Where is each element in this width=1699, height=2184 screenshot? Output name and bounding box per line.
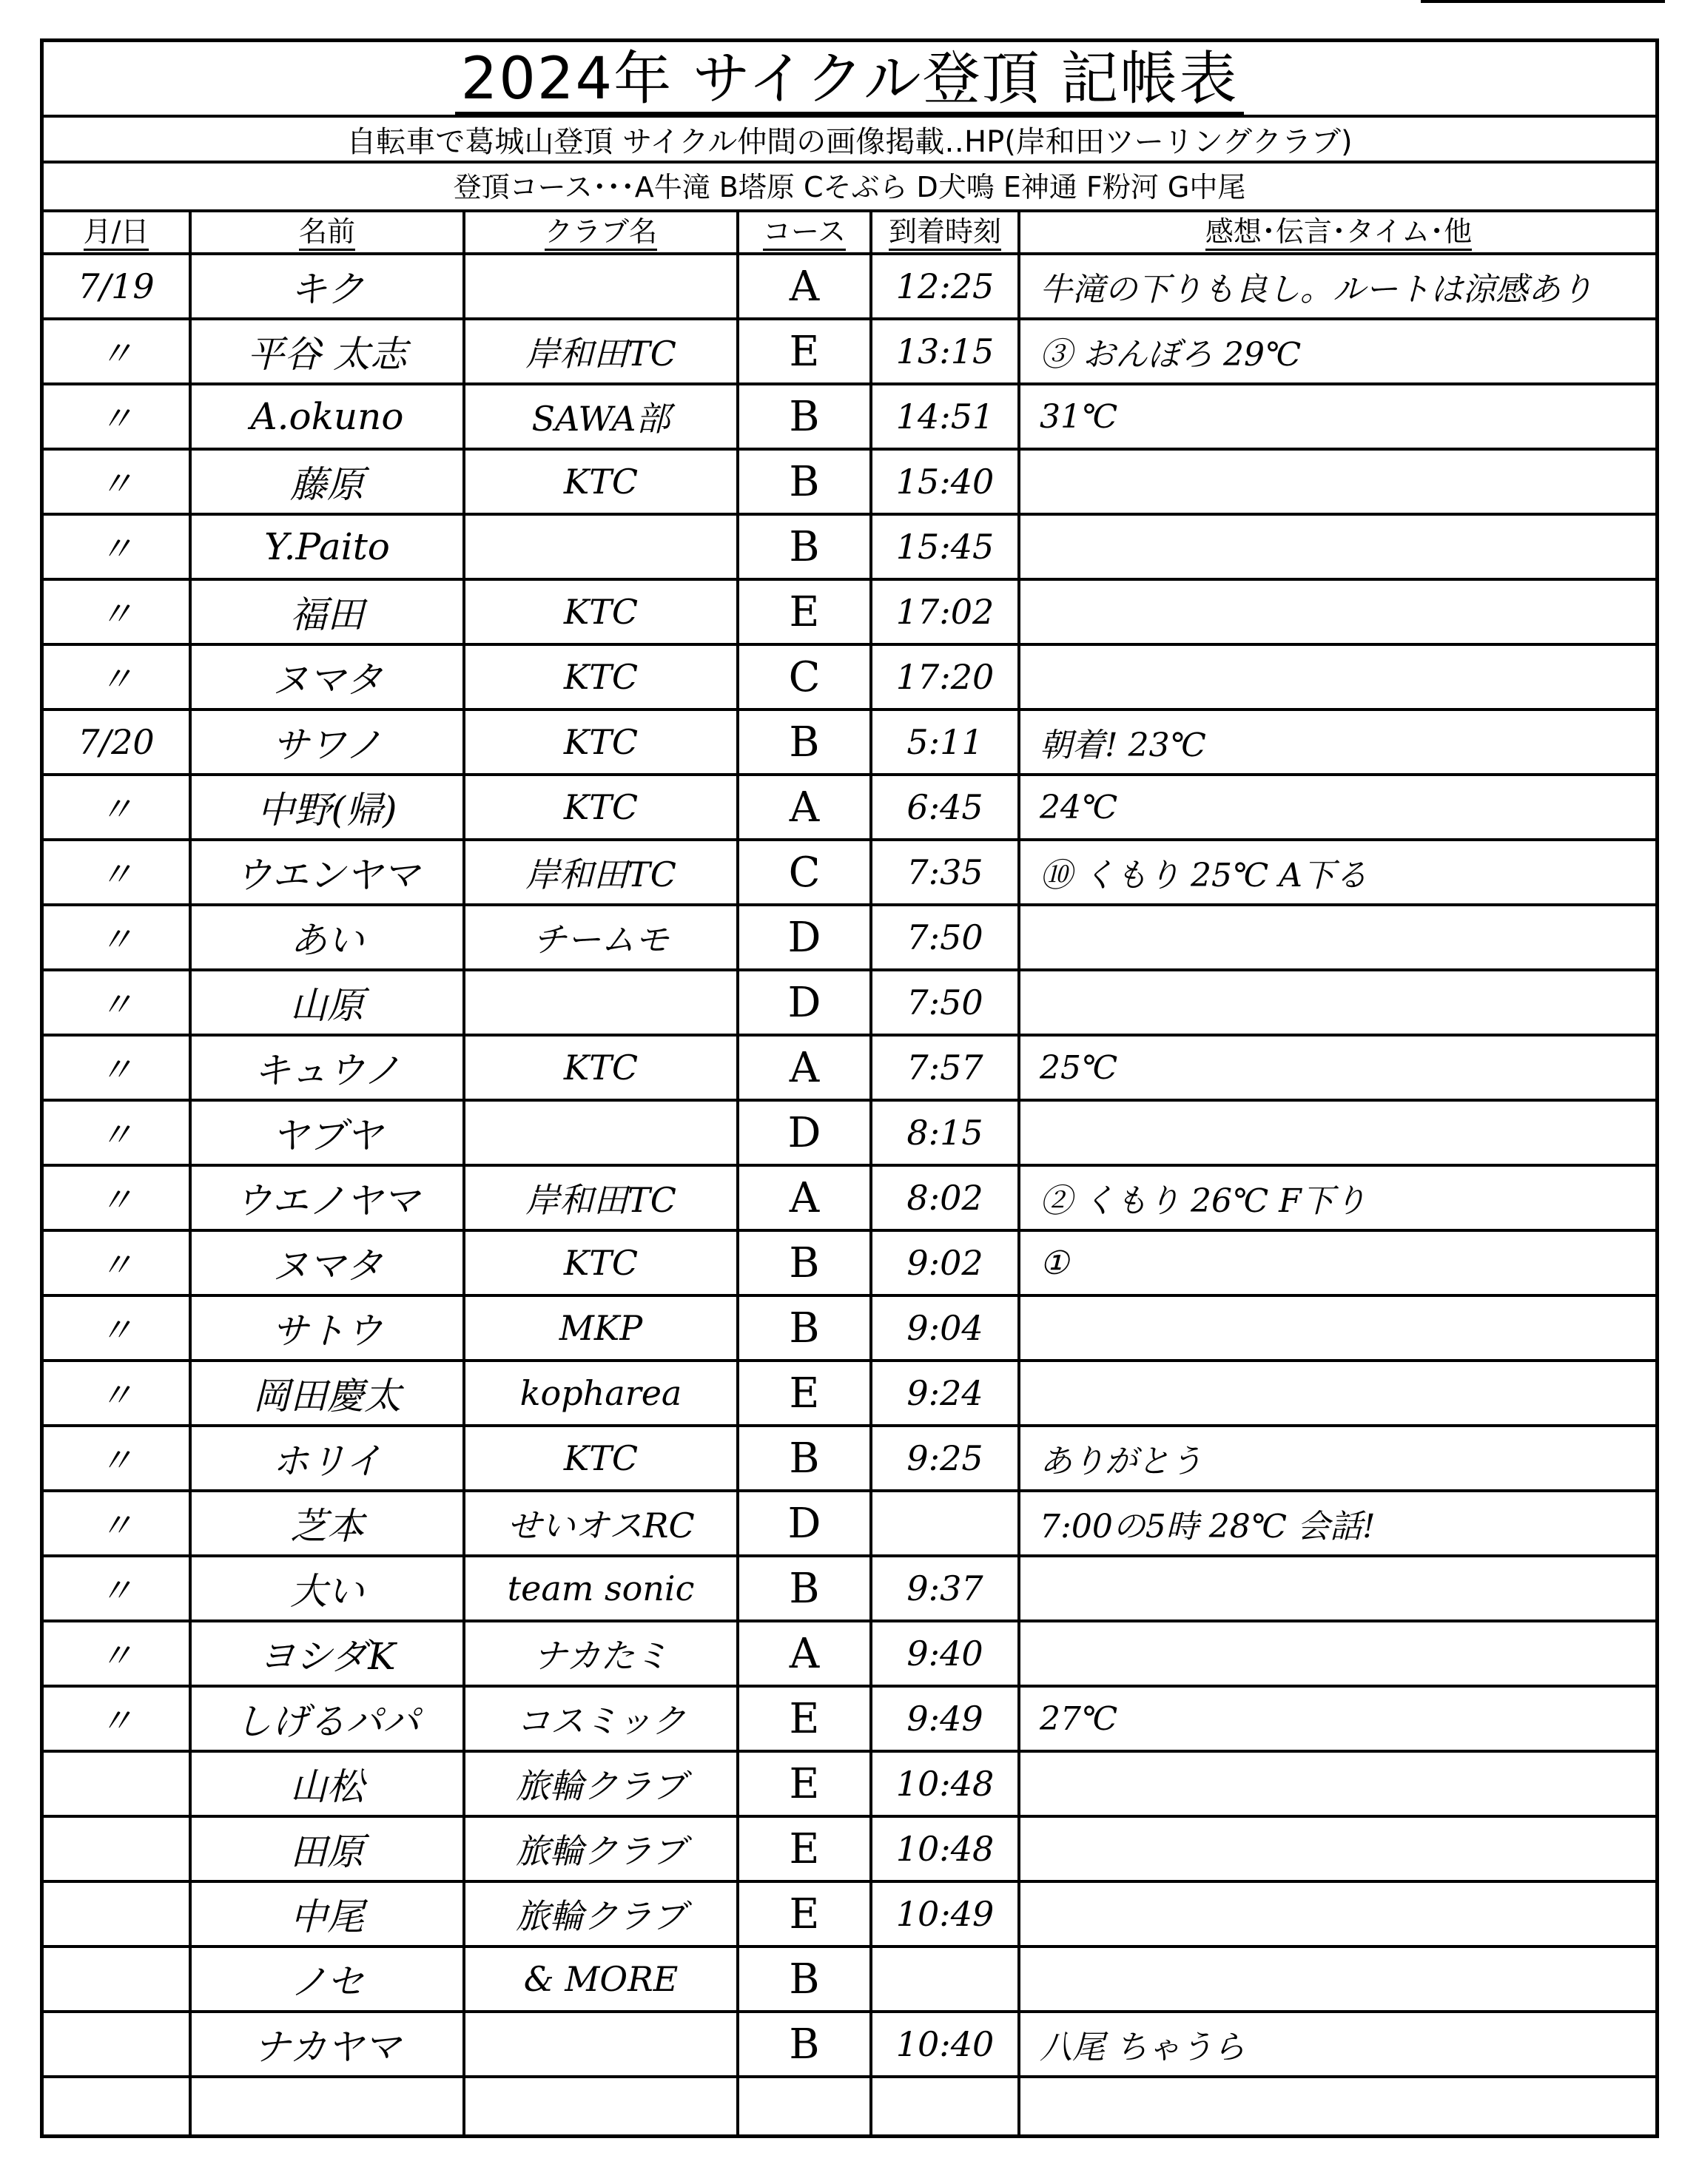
date-cell: 〃 (99, 1571, 133, 1611)
table-row (44, 1167, 1655, 1232)
date-cell: 〃 (99, 1636, 133, 1676)
header-date-label: 月/日 (84, 215, 149, 251)
date-cell: 〃 (99, 594, 133, 634)
course-cell: B (789, 718, 820, 766)
club-cell (465, 971, 736, 1034)
club-cell: KTC (563, 1438, 639, 1478)
name-cell: 藤原 (290, 463, 364, 506)
note-cell (1020, 451, 1657, 513)
time-cell: 15:40 (895, 462, 995, 502)
date-cell (44, 1948, 189, 2010)
note-cell: 朝着! 23℃ (1040, 727, 1206, 764)
course-cell: D (787, 913, 821, 962)
name-cell: ウエノヤマ (235, 1179, 420, 1222)
course-cell: A (789, 1043, 820, 1092)
time-cell: 9:40 (906, 1634, 983, 1674)
table-row (44, 1037, 1655, 1102)
time-cell: 14:51 (895, 397, 995, 437)
table-row (44, 1492, 1655, 1557)
course-cell: E (789, 1369, 820, 1418)
header-course (739, 212, 869, 252)
club-cell: kopharea (519, 1373, 682, 1413)
name-cell: ヌマタ (272, 1244, 383, 1287)
date-cell: 〃 (99, 985, 133, 1025)
note-cell: ⑩ くもり 25℃ A下る (1040, 857, 1367, 894)
time-cell: 10:48 (895, 1829, 995, 1869)
note-cell: ② くもり 26℃ F下り (1040, 1182, 1367, 1220)
date-cell (44, 1883, 189, 1945)
time-cell: 9:49 (906, 1699, 983, 1739)
name-cell: ノセ (290, 1961, 364, 2003)
table-row (44, 646, 1655, 711)
date-cell: 〃 (99, 1506, 133, 1546)
date-cell: 〃 (99, 1440, 133, 1480)
note-cell (1020, 1753, 1657, 1815)
course-cell: E (789, 327, 820, 376)
table-row (44, 516, 1655, 581)
header-time (872, 212, 1017, 252)
course-cell: B (789, 457, 820, 506)
table-row (44, 385, 1655, 451)
time-cell: 9:02 (906, 1243, 983, 1283)
table-row (44, 2013, 1655, 2078)
table-row (44, 1948, 1655, 2013)
table-row (44, 1753, 1655, 1818)
header-name-label: 名前 (299, 215, 355, 251)
time-cell: 10:40 (895, 2024, 995, 2064)
club-cell: 旅輪クラブ (516, 1766, 686, 1806)
name-cell: ナカヤマ (253, 2026, 401, 2069)
name-cell: ヤブヤ (272, 1114, 383, 1157)
time-cell: 7:50 (906, 983, 983, 1022)
table-row (44, 1557, 1655, 1622)
course-cell: E (789, 1824, 820, 1873)
date-cell: 〃 (99, 1701, 133, 1741)
table-row (44, 255, 1655, 320)
date-cell: 7/19 (78, 266, 155, 306)
name-cell: ヌマタ (272, 658, 383, 701)
club-cell: 岸和田TC (525, 334, 676, 374)
table-row (44, 1818, 1655, 1883)
note-cell: ありがとう (1040, 1443, 1202, 1480)
date-cell (44, 2013, 189, 2075)
club-cell: せいオスRC (507, 1506, 695, 1546)
table-row (44, 451, 1655, 516)
note-cell (1020, 581, 1657, 643)
time-cell: 17:20 (895, 657, 995, 697)
time-cell (872, 1948, 1017, 2010)
note-cell (1020, 1362, 1657, 1424)
date-cell: 〃 (99, 464, 133, 504)
name-cell: 平谷 太志 (247, 333, 407, 376)
table-row (44, 320, 1655, 385)
name-cell: 中野(帰) (257, 789, 397, 832)
date-cell: 〃 (99, 920, 133, 960)
name-cell: ホリイ (272, 1440, 383, 1483)
date-cell (44, 1753, 189, 1815)
table-row (44, 1427, 1655, 1492)
name-cell: ヨシダK (258, 1635, 396, 1678)
date-cell: 〃 (99, 1245, 133, 1285)
club-cell: コスミック (516, 1701, 686, 1741)
time-cell: 9:37 (906, 1568, 983, 1608)
course-cell: A (789, 783, 820, 832)
time-cell: 7:35 (906, 852, 983, 892)
name-cell: しげるパパ (235, 1700, 420, 1743)
table-header (44, 212, 1655, 255)
note-cell: 7:00の5時 28℃ 会話! (1040, 1508, 1376, 1546)
name-cell: 福田 (290, 593, 364, 636)
time-cell: 9:24 (906, 1373, 983, 1413)
header-club-label: クラブ名 (545, 215, 657, 251)
note-cell: 27℃ (1040, 1699, 1118, 1738)
date-cell: 〃 (99, 659, 133, 699)
note-cell (1020, 1883, 1657, 1945)
note-cell: ① (1040, 1244, 1069, 1282)
date-cell: 〃 (99, 529, 133, 569)
time-cell: 13:15 (895, 331, 995, 371)
course-legend: 登頂コース･･･A牛滝 B塔原 Cそぶら D犬鳴 E神通 F粉河 G中尾 (44, 164, 1655, 212)
club-cell: KTC (563, 1243, 639, 1283)
date-cell (44, 1818, 189, 1880)
name-cell: 岡田慶太 (253, 1375, 401, 1418)
table-row (44, 1883, 1655, 1948)
header-notes-label: 感想･伝言･タイム･他 (1205, 215, 1472, 251)
club-cell: ナカたミ (533, 1636, 669, 1676)
club-cell: SAWA部 (531, 399, 670, 439)
club-cell: 岸和田TC (525, 855, 676, 894)
course-cell: B (789, 1434, 820, 1483)
name-cell: 大い (290, 1570, 364, 1613)
note-cell: 牛滝の下りも良し。ルートは涼感あり (1040, 271, 1593, 309)
note-cell (1020, 1818, 1657, 1880)
header-time-label: 到着時刻 (889, 215, 1001, 251)
time-cell: 7:50 (906, 917, 983, 957)
time-cell: 9:04 (906, 1308, 983, 1348)
name-cell: ウエンヤマ (235, 854, 420, 897)
course-cell: E (789, 1890, 820, 1938)
table-row (44, 841, 1655, 906)
club-cell: KTC (563, 592, 639, 632)
date-cell: 〃 (99, 1180, 133, 1220)
club-cell: 旅輪クラブ (516, 1896, 686, 1936)
page-title (44, 42, 1655, 118)
note-cell: 31℃ (1040, 397, 1118, 436)
course-cell: B (789, 1238, 820, 1287)
name-cell: 田原 (290, 1830, 364, 1873)
date-cell: 7/20 (78, 722, 155, 762)
name-cell: 山原 (290, 984, 364, 1027)
time-cell: 9:25 (906, 1438, 983, 1478)
club-cell: チームモ (533, 920, 669, 960)
course-cell: E (789, 1759, 820, 1808)
date-cell: 〃 (99, 789, 133, 829)
table-row (44, 906, 1655, 971)
name-cell: キク (290, 268, 364, 311)
note-cell: 八尾 ちゃうら (1040, 2029, 1245, 2066)
course-cell: C (788, 848, 821, 897)
course-cell: B (789, 1955, 820, 2003)
table-row (44, 1102, 1655, 1167)
course-cell: A (789, 1629, 820, 1678)
course-cell: B (789, 2020, 820, 2069)
table-row (44, 1232, 1655, 1297)
header-date (44, 212, 189, 252)
header-course-label: コース (763, 215, 846, 251)
course-cell: B (789, 1304, 820, 1352)
note-cell (1020, 1297, 1657, 1359)
table-row (44, 1362, 1655, 1427)
name-cell: 中尾 (290, 1895, 364, 1938)
note-cell (1020, 1622, 1657, 1685)
name-cell: A.okuno (250, 395, 404, 438)
note-cell (1020, 1948, 1657, 2010)
header-club (465, 212, 736, 252)
club-cell: team sonic (507, 1568, 695, 1608)
course-cell: D (787, 978, 821, 1027)
note-cell (1020, 1557, 1657, 1620)
time-cell: 12:25 (895, 266, 995, 306)
name-cell: Y.Paito (264, 525, 390, 568)
table-row (44, 1622, 1655, 1688)
note-cell (1020, 516, 1657, 578)
club-cell: KTC (563, 1048, 639, 1088)
table-row (44, 776, 1655, 841)
time-cell: 15:45 (895, 527, 995, 567)
date-cell: 〃 (99, 334, 133, 374)
corner-line (1421, 0, 1665, 3)
course-cell: D (787, 1499, 821, 1548)
club-cell: MKP (559, 1308, 643, 1348)
course-cell: A (789, 262, 820, 311)
note-cell: ③ おんぼろ 29℃ (1040, 336, 1302, 374)
note-cell (1020, 971, 1657, 1034)
table-row (44, 711, 1655, 776)
course-cell: C (788, 653, 821, 701)
subtitle: 自転車で葛城山登頂 サイクル仲間の画像掲載‥HP(岸和田ツーリングクラブ) (44, 118, 1655, 164)
date-cell: 〃 (99, 1050, 133, 1090)
club-cell: KTC (563, 787, 639, 827)
date-cell: 〃 (99, 1115, 133, 1155)
time-cell: 5:11 (906, 722, 983, 762)
note-cell (1020, 906, 1657, 968)
name-cell: あい (290, 919, 364, 962)
note-cell: 24℃ (1040, 788, 1118, 826)
course-cell: D (787, 1108, 821, 1157)
time-cell: 10:49 (895, 1894, 995, 1934)
date-cell: 〃 (99, 1310, 133, 1350)
course-cell: B (789, 1564, 820, 1613)
club-cell (465, 2013, 736, 2075)
name-cell: 山松 (290, 1765, 364, 1808)
date-cell: 〃 (99, 399, 133, 439)
club-cell: 岸和田TC (525, 1180, 676, 1220)
club-cell: KTC (563, 462, 639, 502)
header-notes (1020, 212, 1657, 252)
date-cell: 〃 (99, 1375, 133, 1415)
club-cell (465, 255, 736, 317)
name-cell: サトウ (272, 1310, 383, 1352)
club-cell: KTC (563, 722, 639, 762)
course-cell: B (789, 522, 820, 571)
time-cell: 7:57 (906, 1048, 983, 1088)
title-text: 2024年 サイクル登頂 記帳表 (455, 47, 1245, 115)
table-row (44, 1688, 1655, 1753)
time-cell: 6:45 (906, 787, 983, 827)
club-cell: 旅輪クラブ (516, 1831, 686, 1871)
course-cell: B (789, 392, 820, 441)
course-cell: E (789, 587, 820, 636)
time-cell: 17:02 (895, 592, 995, 632)
name-cell: サワノ (272, 724, 383, 766)
note-cell: 25℃ (1040, 1048, 1118, 1087)
name-cell: キュウノ (253, 1049, 401, 1092)
club-cell (465, 1102, 736, 1164)
time-cell: 8:15 (906, 1113, 983, 1153)
club-cell: & MORE (523, 1959, 679, 1999)
time-cell: 10:48 (895, 1764, 995, 1804)
course-cell: A (789, 1173, 820, 1222)
club-cell (465, 516, 736, 578)
time-cell: 8:02 (906, 1178, 983, 1218)
time-cell (872, 1492, 1017, 1554)
date-cell: 〃 (99, 855, 133, 894)
note-cell (1020, 1102, 1657, 1164)
course-cell: E (789, 1694, 820, 1743)
note-cell (1020, 646, 1657, 708)
table-row (44, 1297, 1655, 1362)
table-row (44, 971, 1655, 1037)
header-name (192, 212, 462, 252)
name-cell: 芝本 (290, 1505, 364, 1548)
club-cell: KTC (563, 657, 639, 697)
registration-sheet (40, 38, 1659, 2138)
table-row (44, 581, 1655, 646)
